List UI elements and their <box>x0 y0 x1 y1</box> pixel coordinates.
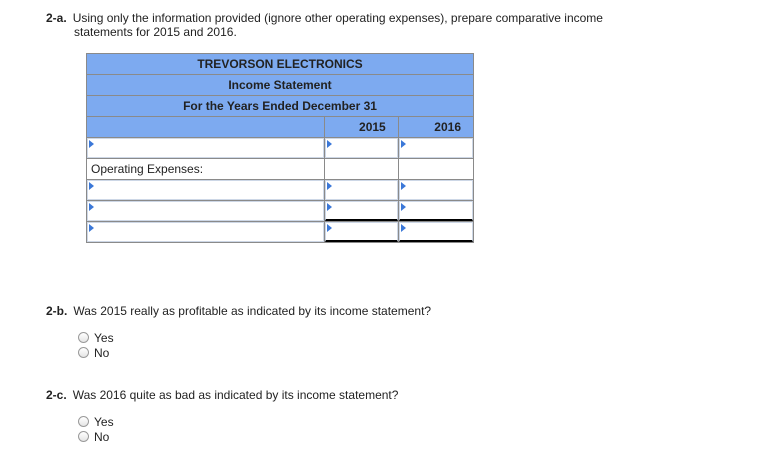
row2-2015-field[interactable] <box>326 181 396 199</box>
radio-button[interactable] <box>78 431 89 442</box>
row1-2016-field[interactable] <box>400 139 472 157</box>
row1-2016-input[interactable] <box>399 138 473 158</box>
q2b-option-yes[interactable] <box>78 330 114 345</box>
row4-2016-input[interactable] <box>399 222 473 242</box>
input-flag-icon <box>327 182 332 190</box>
input-flag-icon <box>89 224 94 232</box>
question-2a-number: 2-a. <box>46 11 67 25</box>
column-header-blank <box>87 117 325 138</box>
radio-button[interactable] <box>78 347 89 358</box>
opex-header-2016-blank <box>398 159 473 180</box>
row1-2015-input[interactable] <box>325 138 397 158</box>
input-flag-icon <box>89 203 94 211</box>
company-name: TREVORSON ELECTRONICS <box>87 54 474 75</box>
opex-header-2015-blank <box>325 159 398 180</box>
statement-title: Income Statement <box>87 75 474 96</box>
q2b-option-yes-label: Yes <box>94 330 114 345</box>
question-2a-text-line2: statements for 2015 and 2016. <box>74 25 237 39</box>
row2-label-input[interactable] <box>87 180 324 200</box>
q2c-option-no[interactable] <box>78 429 109 444</box>
income-statement-table <box>86 53 474 243</box>
q2c-option-yes[interactable] <box>78 414 114 429</box>
input-flag-icon <box>327 140 332 148</box>
row2-2016-input[interactable] <box>399 180 473 200</box>
radio-button[interactable] <box>78 416 89 427</box>
row4-label-field[interactable] <box>88 223 323 241</box>
q2b-option-no-label: No <box>94 345 110 360</box>
question-2c <box>46 388 398 402</box>
row1-2015-field[interactable] <box>326 139 396 157</box>
radio-button[interactable] <box>78 332 89 343</box>
question-2c-number: 2-c. <box>46 388 67 402</box>
row4-2015-input[interactable] <box>325 222 397 242</box>
question-2b-number: 2-b. <box>46 304 68 318</box>
input-flag-icon <box>327 224 332 232</box>
question-2a <box>46 11 646 39</box>
row4-2016-field[interactable] <box>400 223 472 240</box>
operating-expenses-label: Operating Expenses: <box>87 159 325 180</box>
question-2b <box>46 304 431 318</box>
row3-label-field[interactable] <box>88 202 323 220</box>
row3-2015-input[interactable] <box>325 201 397 221</box>
column-header-2016: 2016 <box>398 117 473 138</box>
row1-label-field[interactable] <box>88 139 323 157</box>
q2c-option-yes-label: Yes <box>94 414 114 429</box>
input-flag-icon <box>327 203 332 211</box>
row2-label-field[interactable] <box>88 181 323 199</box>
row3-2016-field[interactable] <box>400 202 472 219</box>
input-flag-icon <box>401 182 406 190</box>
input-flag-icon <box>89 182 94 190</box>
column-header-2015: 2015 <box>325 117 398 138</box>
input-flag-icon <box>89 140 94 148</box>
question-2a-text-line1: Using only the information provided (ignore other operating expenses), prepare comparative income <box>72 11 603 25</box>
q2b-option-no[interactable] <box>78 345 109 360</box>
row4-label-input[interactable] <box>87 222 324 242</box>
question-2b-text: Was 2015 really as profitable as indicated by its income statement? <box>73 304 432 318</box>
input-flag-icon <box>401 140 406 148</box>
input-flag-icon <box>401 203 406 211</box>
row4-2015-field[interactable] <box>326 223 396 240</box>
q2c-option-no-label: No <box>94 429 110 444</box>
row3-label-input[interactable] <box>87 201 324 221</box>
row2-2016-field[interactable] <box>400 181 472 199</box>
row3-2016-input[interactable] <box>399 201 473 221</box>
question-2c-text: Was 2016 quite as bad as indicated by its income statement? <box>72 388 399 402</box>
row1-label-input[interactable] <box>87 138 324 158</box>
input-flag-icon <box>401 224 406 232</box>
statement-period: For the Years Ended December 31 <box>87 96 474 117</box>
row3-2015-field[interactable] <box>326 202 396 219</box>
row2-2015-input[interactable] <box>325 180 397 200</box>
